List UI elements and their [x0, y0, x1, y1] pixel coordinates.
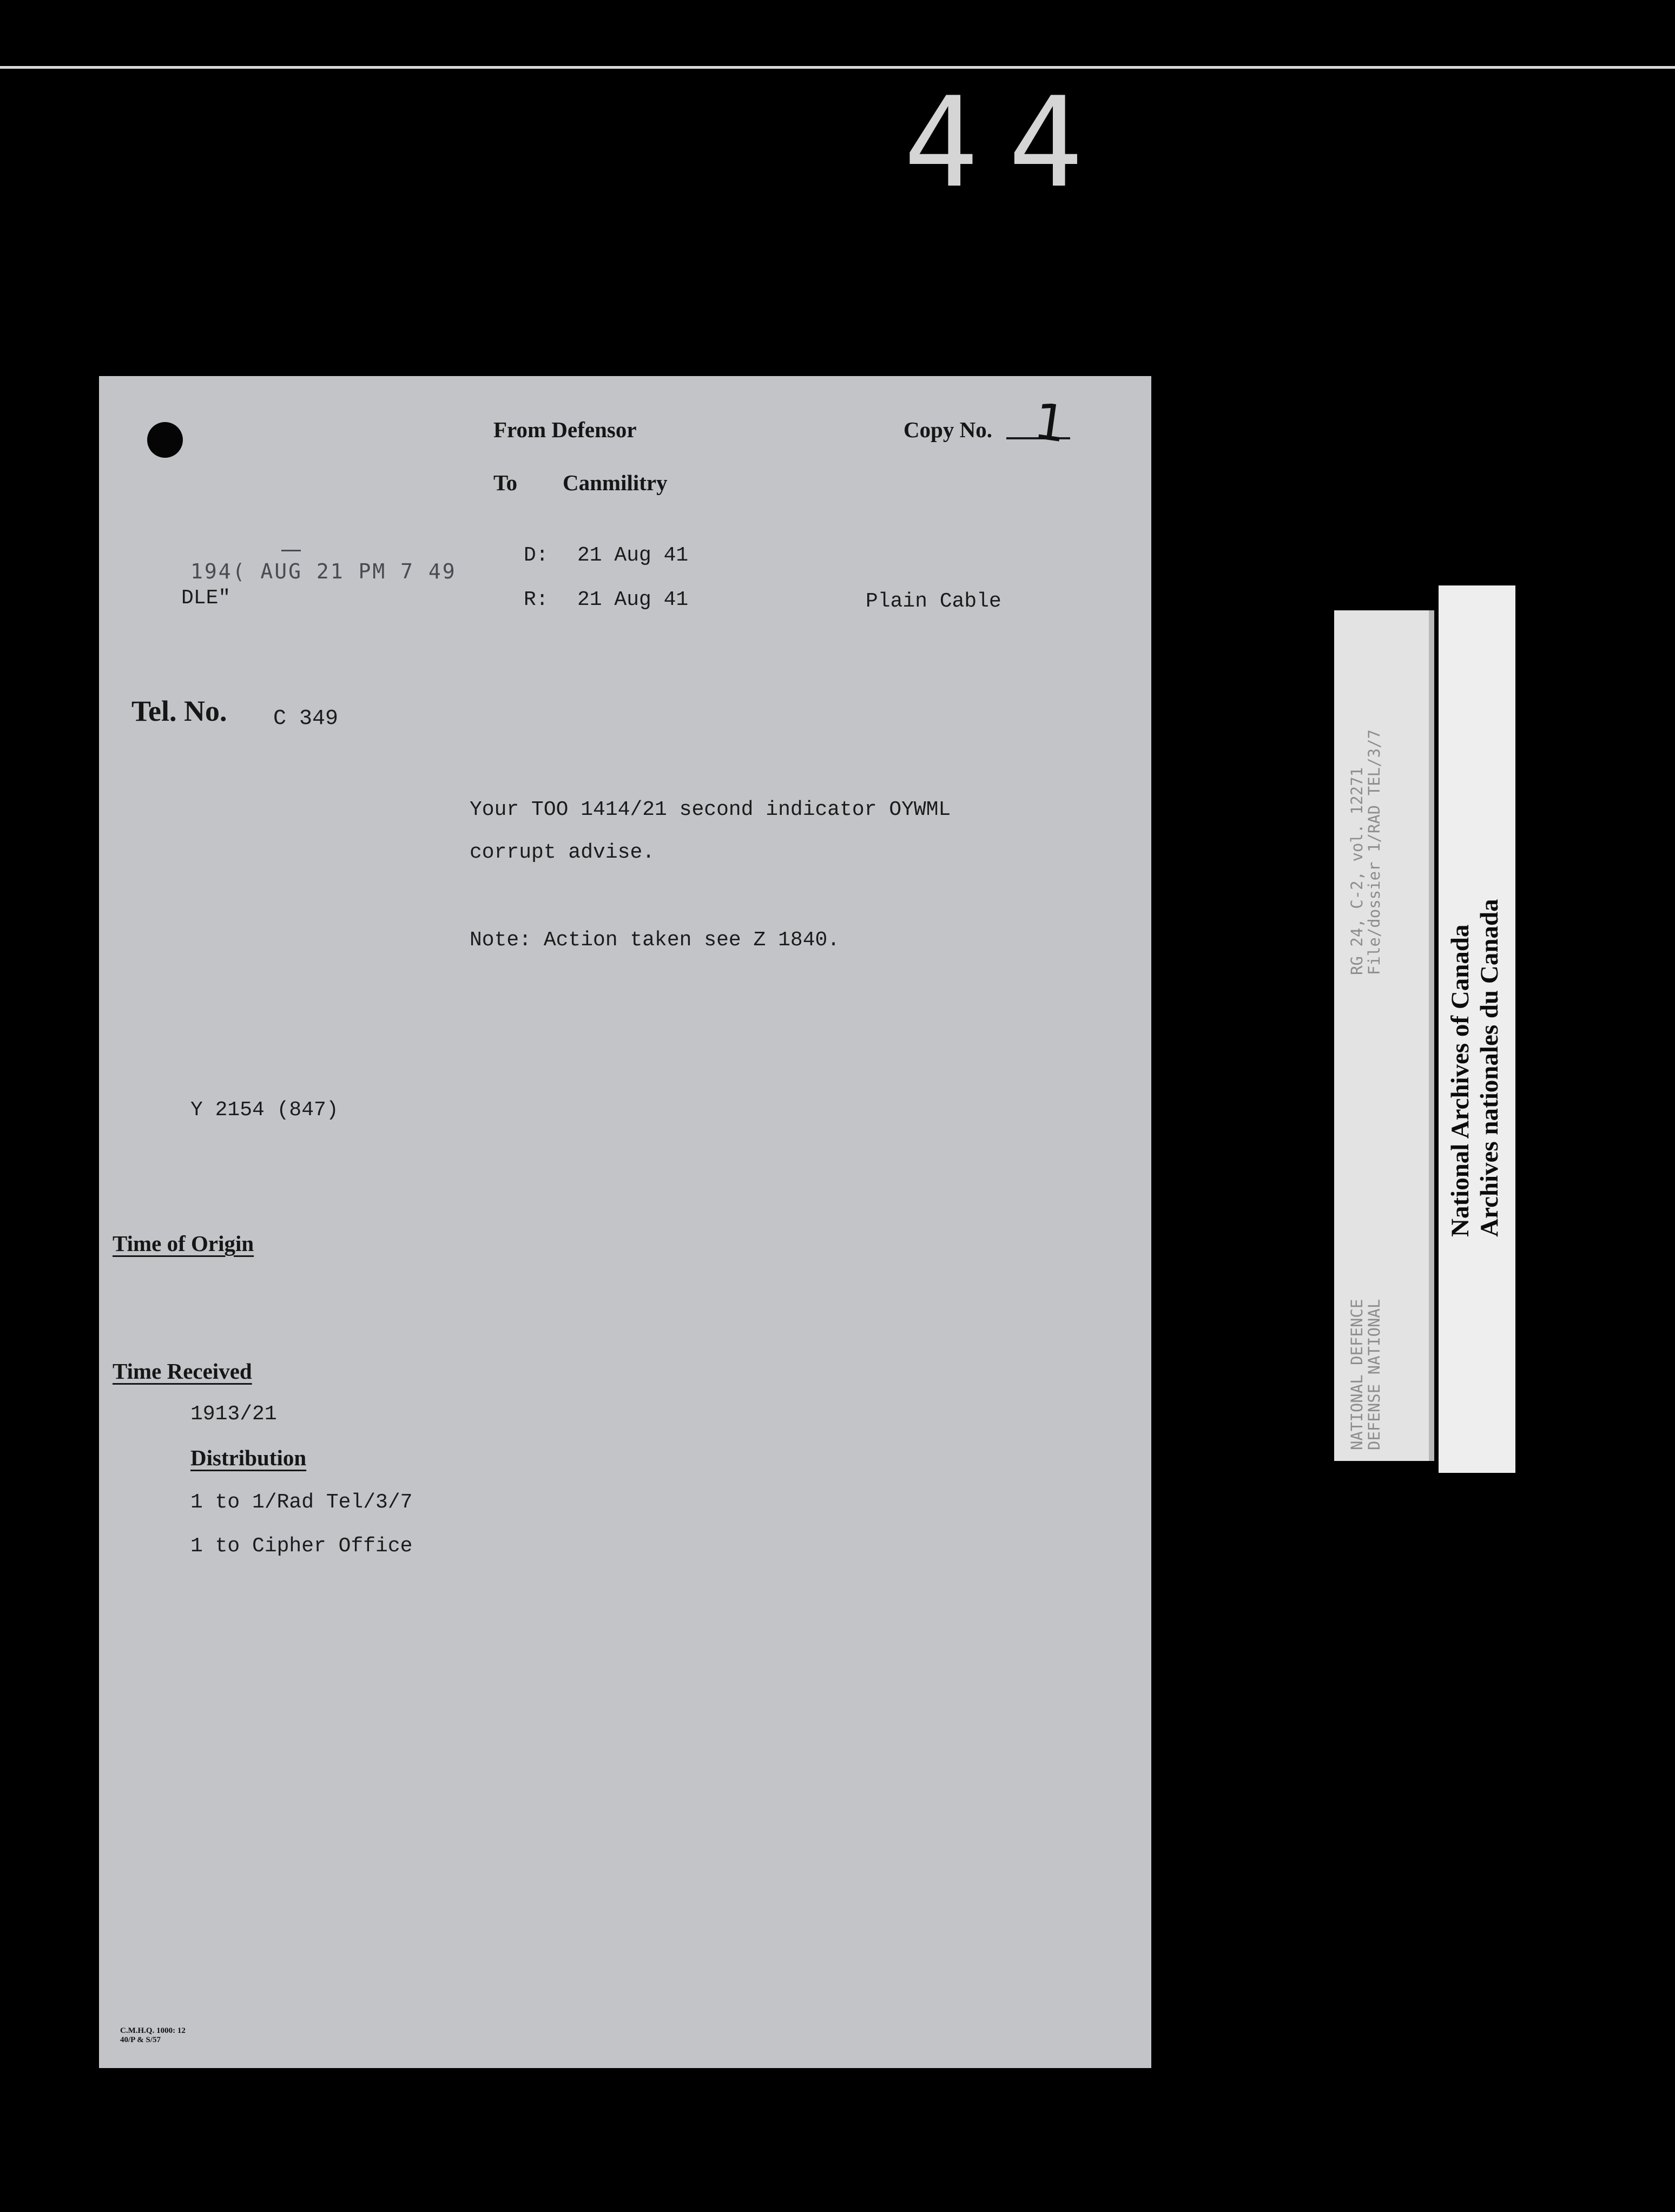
stamp-mark: [281, 550, 301, 551]
message-type: Plain Cable: [866, 590, 1001, 613]
distribution-label: Distribution: [190, 1445, 307, 1470]
distribution-item: 1 to Cipher Office: [190, 1535, 413, 1558]
receipt-stamp-time: 194( AUG 21 PM 7 49: [190, 559, 457, 583]
tel-label: Tel. No.: [131, 695, 227, 727]
form-code: [120, 2026, 186, 2045]
tel-number: C 349: [273, 707, 339, 731]
time-received-label: Time Received: [113, 1359, 252, 1384]
film-edge-line: [0, 66, 1675, 69]
time-of-origin-label: Time of Origin: [113, 1231, 254, 1256]
distribution-item: 1 to 1/Rad Tel/3/7: [190, 1491, 413, 1514]
punch-hole: [147, 422, 183, 458]
to-label: To: [493, 470, 518, 495]
archives-name-english: National Archives of Canada: [1446, 924, 1474, 1237]
from-line: From Defensor: [493, 417, 637, 442]
archive-reference-line-2: File/dossier 1/RAD TEL/3/7: [1365, 729, 1383, 975]
date-r-label: R:: [524, 588, 549, 611]
archives-name-text: [1446, 899, 1504, 1237]
message-line-2: corrupt advise.: [470, 841, 655, 864]
archives-name-french: Archives nationales du Canada: [1475, 899, 1503, 1237]
department-line-1: NATIONAL DEFENCE: [1348, 1299, 1366, 1450]
department-line-2: DEFENSE NATIONAL: [1365, 1299, 1383, 1450]
time-received-value: 1913/21: [190, 1403, 277, 1426]
telegram-form: [99, 376, 1151, 2068]
department-text: [1348, 1299, 1383, 1450]
reference-number: Y 2154 (847): [190, 1098, 339, 1122]
to-value: Canmilitry: [563, 470, 668, 495]
receipt-stamp-code: DLE": [181, 587, 231, 610]
message-line-1: Your TOO 1414/21 second indicator OYWML: [470, 798, 951, 821]
copy-number-handwritten: 1: [1030, 392, 1070, 454]
copy-label: Copy No.: [904, 417, 993, 442]
message-note: Note: Action taken see Z 1840.: [470, 929, 840, 952]
date-d-value: 21 Aug 41: [577, 544, 689, 567]
archive-reference-line-1: RG 24, C-2, vol. 12271: [1348, 767, 1366, 975]
form-code-line-2: 40/P & S/57: [120, 2036, 161, 2044]
date-d-label: D:: [524, 544, 549, 567]
frame-number: 44: [904, 71, 1113, 215]
archive-reference-text: [1348, 729, 1383, 975]
date-r-value: 21 Aug 41: [577, 588, 689, 611]
form-code-line-1: C.M.H.Q. 1000: 12: [120, 2026, 186, 2035]
